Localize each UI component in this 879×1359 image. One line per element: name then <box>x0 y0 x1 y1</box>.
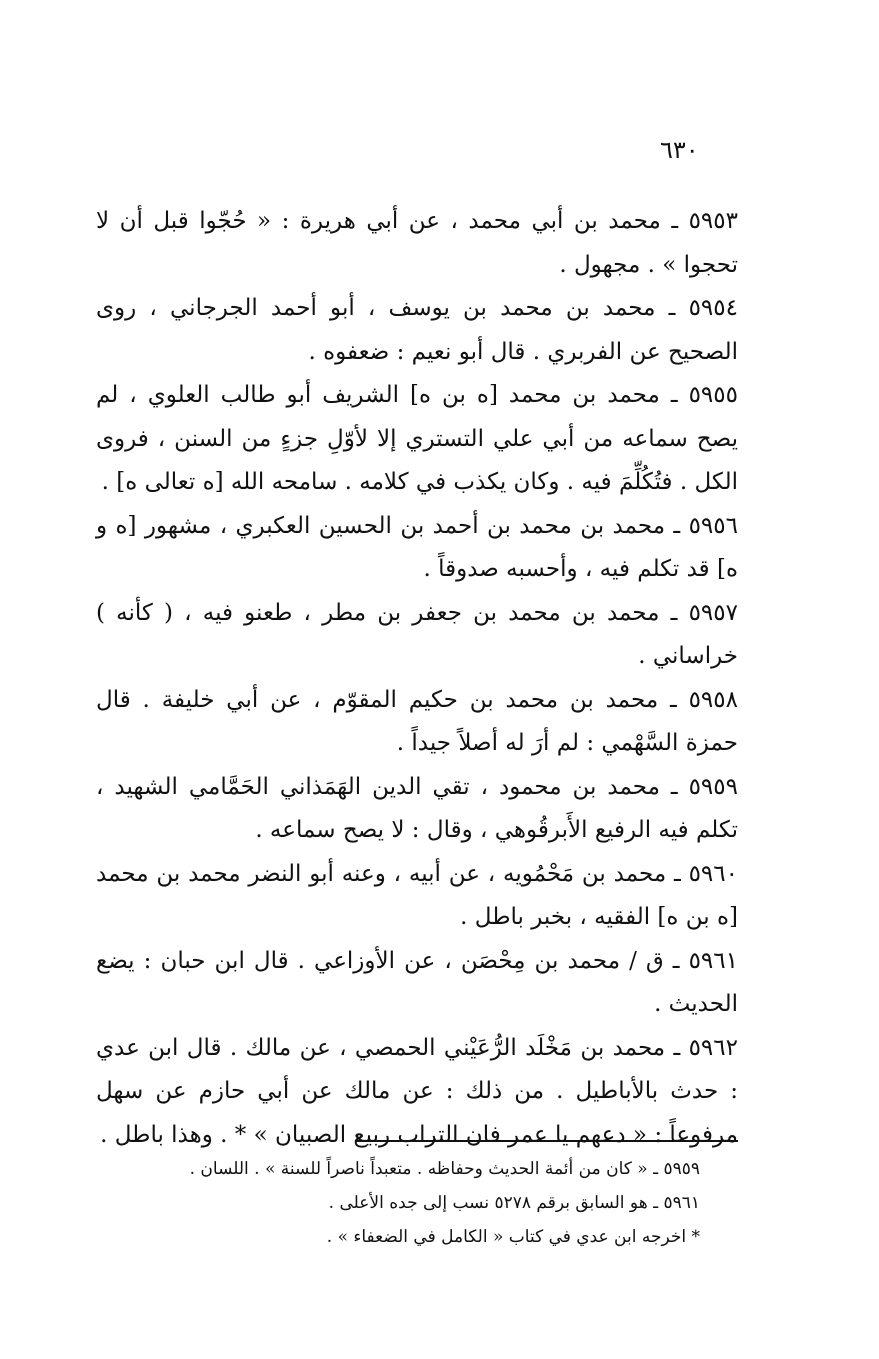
entry: ٥٩٥٦ ـ محمد بن محمد بن أحمد بن الحسين العكبري ، مشهور [ه و ه] قد تكلم فيه ، وأحسبه صدوقاً . <box>96 512 738 582</box>
entry-text: محمد بن مَخْلَد الرُّعَيْني الحمصي ، عن مالك . قال ابن عدي : حدث بالأباطيل . من ذلك : عن مالك عن أبي حازم عن سهل مرفوعاً : « دعهم يا عمر فان التراب ربيع الصبيان » * . وهذا باطل . <box>96 1034 738 1148</box>
entry: ٥٩٥٥ ـ محمد بن محمد [ه بن ه] الشريف أبو طالب العلوي ، لم يصح سماعه من أبي علي التستري إلا لأوّلِ جزءٍ من السنن ، فروى الكل . فتُكُلِّمَ فيه . وكان يكذب في كلامه . سامحه الله [ه تعالى ه] . <box>96 382 738 495</box>
entry: ٥٩٥٣ ـ محمد بن أبي محمد ، عن أبي هريرة : « حُجّوا قبل أن لا تحجوا » . مجهول . <box>96 208 738 278</box>
entry: ٥٩٥٩ ـ محمد بن محمود ، تقي الدين الهَمَذاني الحَمَّامي الشهيد ، تكلم فيه الرفيع الأَبرقُوهي ، وقال : لا يصح سماعه . <box>96 773 738 843</box>
entry: ٥٩٥٧ ـ محمد بن محمد بن جعفر بن مطر ، طعنو فيه ، ( كأنه ) خراساني . <box>96 599 738 669</box>
entry-text: محمد بن محمد بن أحمد بن الحسين العكبري ، مشهور [ه و ه] قد تكلم فيه ، وأحسبه صدوقاً . <box>96 512 738 582</box>
entry-number: ٥٩٦٢ <box>688 1034 738 1061</box>
entry-text: محمد بن مَحْمُويه ، عن أبيه ، وعنه أبو النضر محمد بن محمد [ه بن ه] الفقيه ، بخبر باطل . <box>96 860 738 930</box>
entry-number: ٥٩٦٠ <box>688 860 738 887</box>
footnote: ٥٩٥٩ ـ « كان من أئمة الحديث وحفاظه . متعبداً ناصراً للسنة » . اللسان . <box>189 1159 700 1179</box>
entry-number: ٥٩٥٥ <box>688 382 738 408</box>
entry: ٥٩٦٢ ـ محمد بن مَخْلَد الرُّعَيْني الحمصي ، عن مالك . قال ابن عدي : حدث بالأباطيل . من ذلك : عن مالك عن أبي حازم عن سهل مرفوعاً : « دعهم يا عمر فان التراب ربيع الصبيان » * . وهذا باطل . <box>96 1034 738 1148</box>
entry-text: ق / محمد بن مِحْصَن ، عن الأوزاعي . قال ابن حبان : يضع الحديث . <box>96 947 738 1017</box>
page-number: ٦٣٠ <box>660 136 699 164</box>
footnote: * اخرجه ابن عدي في كتاب « الكامل في الضعفاء » . <box>326 1227 700 1247</box>
entry: ٥٩٥٨ ـ محمد بن محمد بن حكيم المقوّم ، عن أبي خليفة . قال حمزة السَّهْمي : لم أرَ له أصلاً جيداً . <box>96 686 738 756</box>
entry: ٥٩٦١ ـ ق / محمد بن مِحْصَن ، عن الأوزاعي . قال ابن حبان : يضع الحديث . <box>96 947 738 1017</box>
entry-number: ٥٩٥٧ <box>688 599 738 626</box>
entry-number: ٥٩٥٩ <box>688 773 738 800</box>
entry-number: ٥٩٥٣ <box>688 208 738 234</box>
entry-text: محمد بن محمد بن حكيم المقوّم ، عن أبي خليفة . قال حمزة السَّهْمي : لم أرَ له أصلاً جيداً . <box>96 686 738 756</box>
entry-text: محمد بن محمد [ه بن ه] الشريف أبو طالب العلوي ، لم يصح سماعه من أبي علي التستري إلا لأوّلِ جزءٍ من السنن ، فروى الكل . فتُكُلِّمَ فيه . وكان يكذب في كلامه . سامحه الله [ه تعالى ه] . <box>96 382 738 495</box>
entry-number: ٥٩٥٨ <box>688 686 738 713</box>
entry: ٥٩٥٤ ـ محمد بن محمد بن يوسف ، أبو أحمد الجرجاني ، روى الصحيح عن الفربري . قال أبو نعيم : ضعفوه . <box>96 295 738 365</box>
main-text <box>96 200 738 1157</box>
entry-text: محمد بن محمود ، تقي الدين الهَمَذاني الحَمَّامي الشهيد ، تكلم فيه الرفيع الأَبرقُوهي ، وقال : لا يصح سماعه . <box>96 773 738 843</box>
entry-text: محمد بن أبي محمد ، عن أبي هريرة : « حُجّوا قبل أن لا تحجوا » . مجهول . <box>96 208 738 278</box>
entry-number: ٥٩٥٤ <box>688 295 738 321</box>
entry-text: محمد بن محمد بن يوسف ، أبو أحمد الجرجاني ، روى الصحيح عن الفربري . قال أبو نعيم : ضعفوه . <box>96 295 738 365</box>
entry: ٥٩٦٠ ـ محمد بن مَحْمُويه ، عن أبيه ، وعنه أبو النضر محمد بن محمد [ه بن ه] الفقيه ، بخبر باطل . <box>96 860 738 930</box>
footnotes <box>96 1152 700 1254</box>
entry-text: محمد بن محمد بن جعفر بن مطر ، طعنو فيه ، ( كأنه ) خراساني . <box>96 599 738 669</box>
entry-number: ٥٩٦١ <box>688 947 738 974</box>
footnote-divider <box>355 1140 738 1142</box>
footnote: ٥٩٦١ ـ هو السابق برقم ٥٢٧٨ نسب إلى جده الأعلى . <box>328 1193 700 1213</box>
entry-number: ٥٩٥٦ <box>688 512 738 539</box>
